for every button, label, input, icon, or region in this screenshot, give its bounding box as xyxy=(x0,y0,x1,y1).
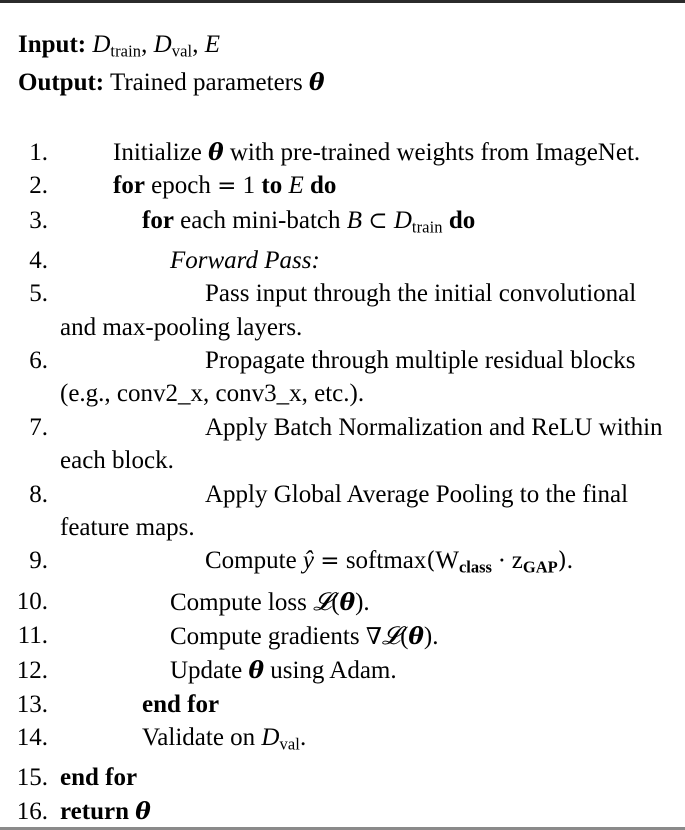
step-5 xyxy=(0,277,685,344)
step-14 xyxy=(0,721,685,761)
step-text: Compute gradients ∇𝓛(θ). xyxy=(170,620,439,650)
step-text: end for xyxy=(60,764,138,792)
output-line xyxy=(18,67,668,98)
step-text: Propagate through multiple residual blocks (e.g., conv2_x, conv3_x, etc.). xyxy=(60,347,636,408)
step-1 xyxy=(0,136,685,169)
step-number: 12. xyxy=(16,657,48,685)
step-text: Compute ŷ = softmax(Wclass · zGAP). xyxy=(205,547,573,578)
step-12 xyxy=(0,654,685,687)
step-text: Apply Global Average Pooling to the final feature maps. xyxy=(60,480,629,542)
steps-list xyxy=(0,136,685,828)
step-text: for each mini-batch B ⊂ $D_{train}$ do xyxy=(142,206,476,237)
step-number: 13. xyxy=(16,690,48,718)
step-number: 1. xyxy=(29,139,48,166)
step-text: Apply Batch Normalization and ReLU within each block. xyxy=(60,413,663,475)
step-8 xyxy=(0,478,685,545)
step-3 xyxy=(0,204,685,244)
algorithm-header xyxy=(18,29,668,98)
step-13 xyxy=(0,688,685,721)
output-value: Trained parameters θ xyxy=(109,68,325,96)
step-15 xyxy=(0,761,685,794)
step-text: Validate on $D_{val}$. xyxy=(142,724,307,754)
step-4 xyxy=(0,244,685,277)
input-label: Input: xyxy=(18,31,87,58)
step-text: Update θ using Adam. xyxy=(170,657,397,685)
step-number: 5. xyxy=(29,280,48,308)
input-value: $D_{train}$, $D_{val}$, E xyxy=(92,31,220,61)
step-number: 14. xyxy=(16,724,48,752)
output-label: Output: xyxy=(18,68,105,96)
step-number: 2. xyxy=(29,172,48,200)
step-text: Forward Pass: xyxy=(170,246,320,274)
step-2 xyxy=(0,169,685,203)
step-number: 10. xyxy=(16,587,48,615)
step-number: 8. xyxy=(29,480,48,508)
step-10 xyxy=(0,585,685,619)
step-text: return θ xyxy=(60,797,151,825)
step-number: 15. xyxy=(16,764,48,792)
step-text: Compute loss 𝓛(θ). xyxy=(170,586,370,616)
step-16 xyxy=(0,795,685,828)
top-rule xyxy=(0,0,685,3)
step-11 xyxy=(0,619,685,654)
step-text: Pass input through the initial convolutional and max-pooling layers. xyxy=(60,280,637,341)
step-number: 11. xyxy=(17,621,48,649)
step-number: 6. xyxy=(29,347,48,375)
step-number: 4. xyxy=(29,246,48,274)
step-number: 3. xyxy=(29,206,48,234)
step-number: 9. xyxy=(29,547,48,575)
step-number: 7. xyxy=(29,413,48,441)
input-line xyxy=(18,29,668,67)
step-7 xyxy=(0,411,685,478)
step-9 xyxy=(0,544,685,584)
step-text: for epoch = 1 to E do xyxy=(113,172,337,200)
step-6 xyxy=(0,344,685,411)
step-number: 16. xyxy=(16,797,48,825)
step-text: Initialize θ with pre-trained weights from ImageNet. xyxy=(113,139,641,166)
step-text: end for xyxy=(142,690,220,718)
